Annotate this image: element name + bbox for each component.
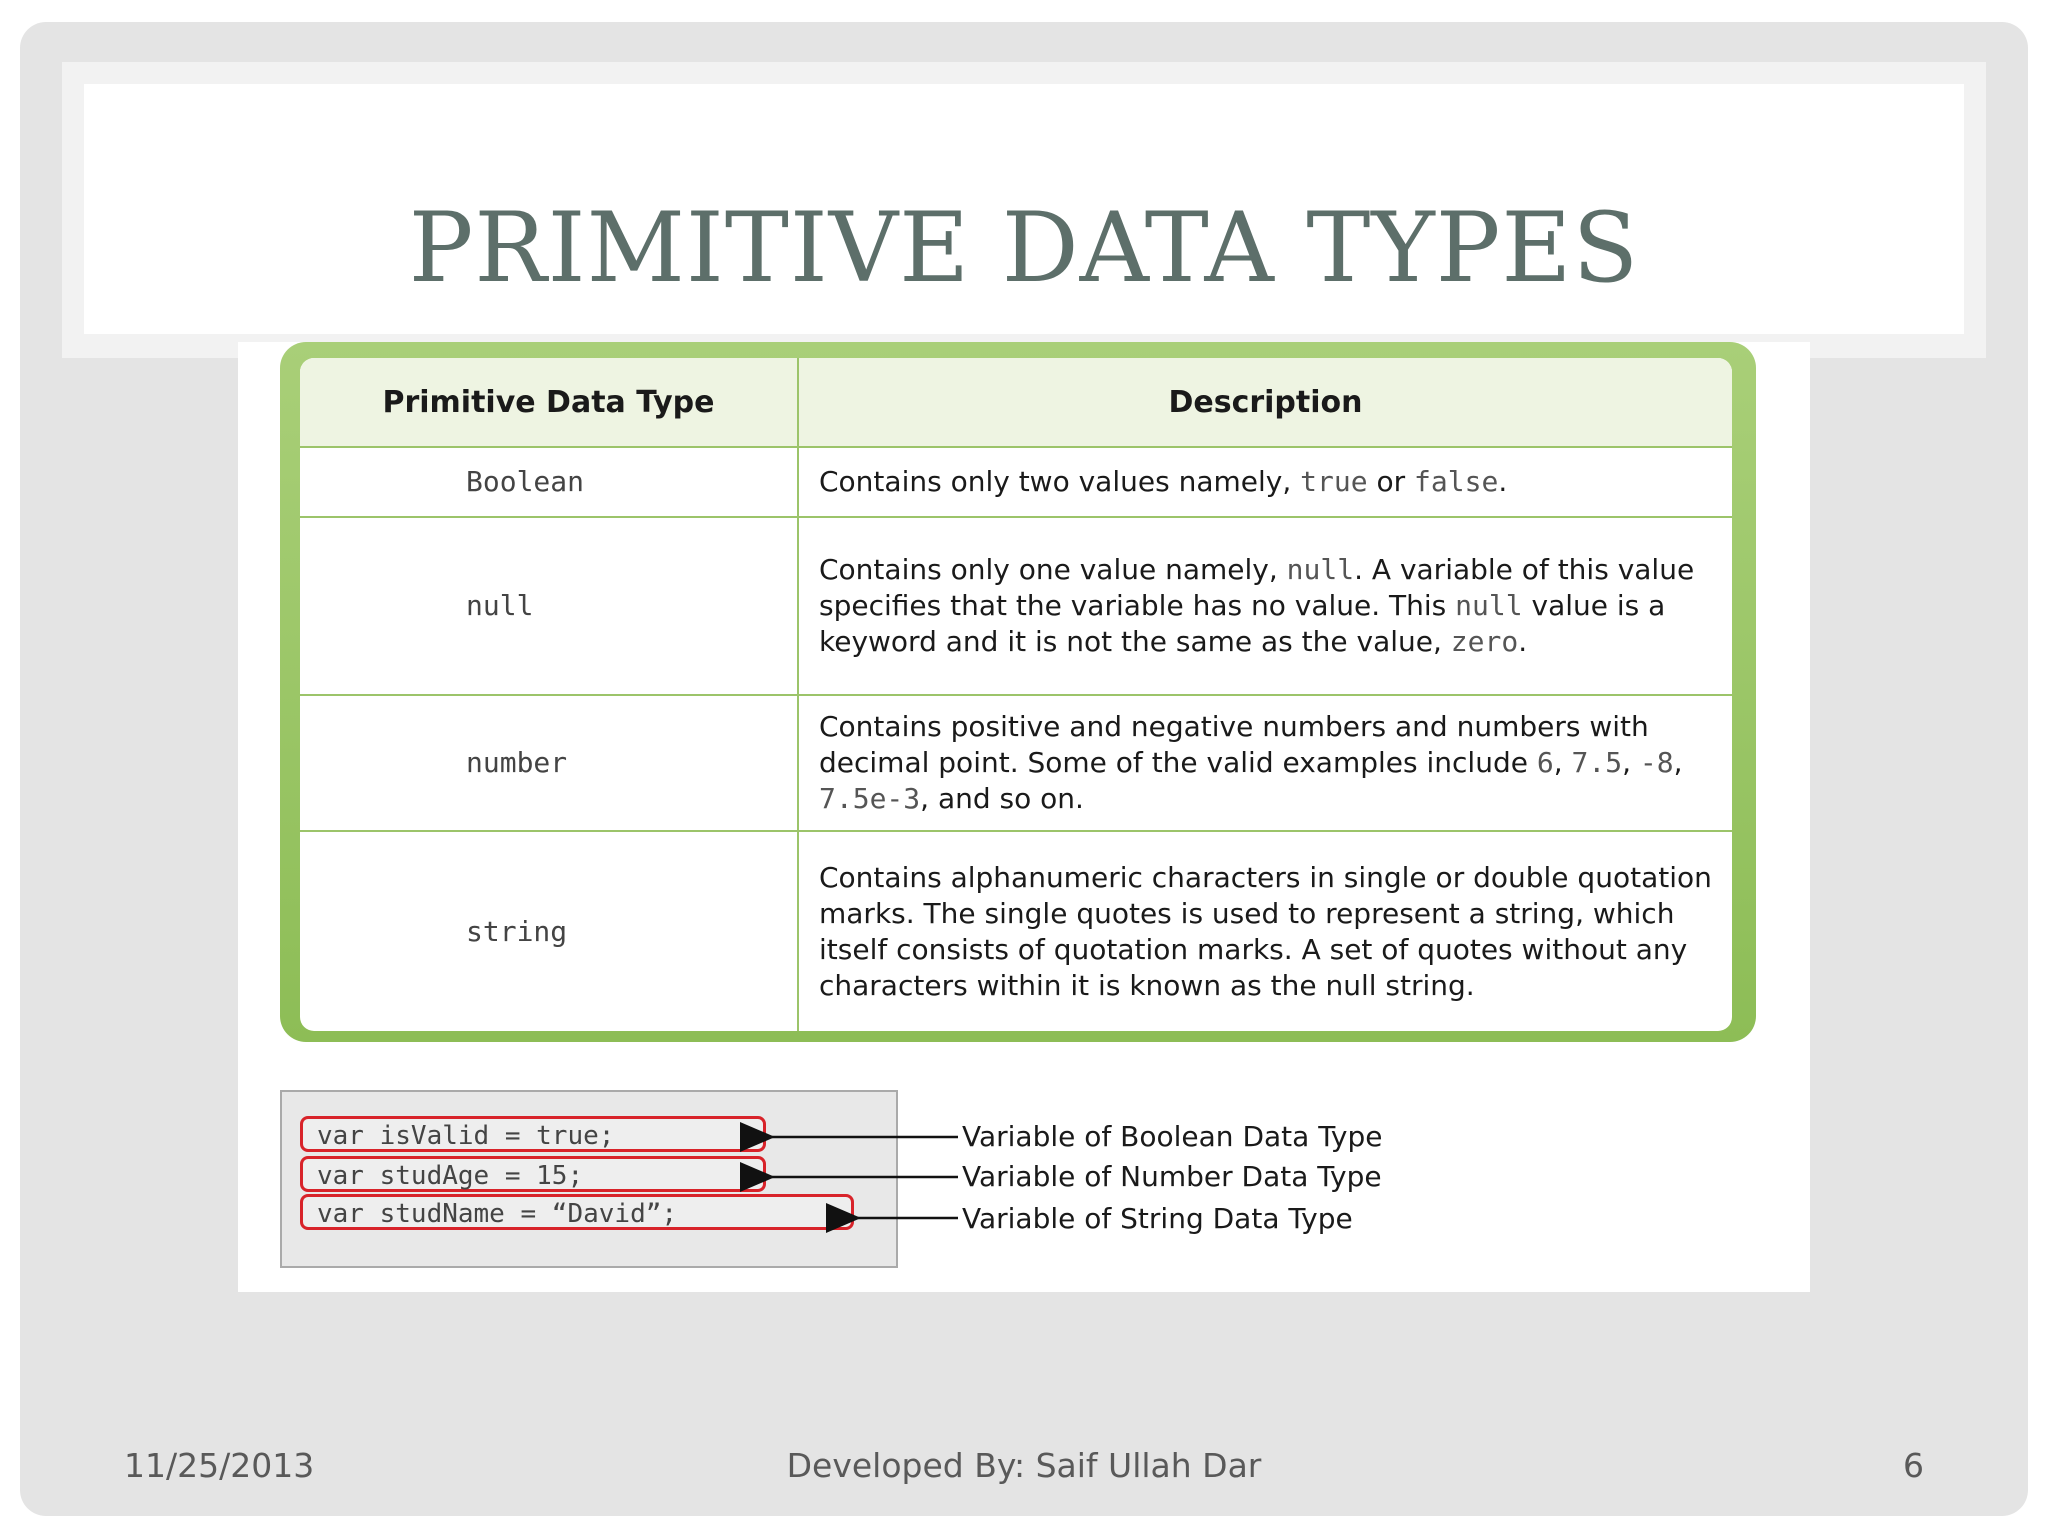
description-cell: Contains only two values namely, true or false. xyxy=(798,447,1732,517)
header-type: Primitive Data Type xyxy=(300,358,798,447)
annotation-string: Variable of String Data Type xyxy=(962,1202,1353,1235)
description-cell: Contains positive and negative numbers and numbers with decimal point. Some of the valid examples include 6, 7.5, -8, 7.5e-3, and so on. xyxy=(798,695,1732,831)
slide-title: PRIMITIVE DATA TYPES xyxy=(408,192,1640,304)
description-cell: Contains alphanumeric characters in single or double quotation marks. The single quotes is used to represent a string, which itself consists of quotation marks. A set of quotes without any characters within it is known as the null string. xyxy=(798,831,1732,1031)
footer-author: Developed By: Saif Ullah Dar xyxy=(786,1446,1262,1485)
description-cell: Contains only one value namely, null. A variable of this value specifies that the variable has no value. This null value is a keyword and it is not the same as the value, zero. xyxy=(798,517,1732,695)
type-cell: number xyxy=(300,695,798,831)
type-cell: null xyxy=(300,517,798,695)
code-line-boolean: var isValid = true; xyxy=(300,1116,766,1152)
type-cell: string xyxy=(300,831,798,1031)
type-cell: Boolean xyxy=(300,447,798,517)
annotation-boolean: Variable of Boolean Data Type xyxy=(962,1120,1383,1153)
annotation-number: Variable of Number Data Type xyxy=(962,1160,1382,1193)
code-line-string: var studName = “David”; xyxy=(300,1194,854,1230)
header-description: Description xyxy=(798,358,1732,447)
slide-number: 6 xyxy=(1903,1446,1924,1485)
code-line-number: var studAge = 15; xyxy=(300,1156,766,1192)
content-figure xyxy=(238,342,1810,1292)
footer-date: 11/25/2013 xyxy=(124,1446,315,1485)
